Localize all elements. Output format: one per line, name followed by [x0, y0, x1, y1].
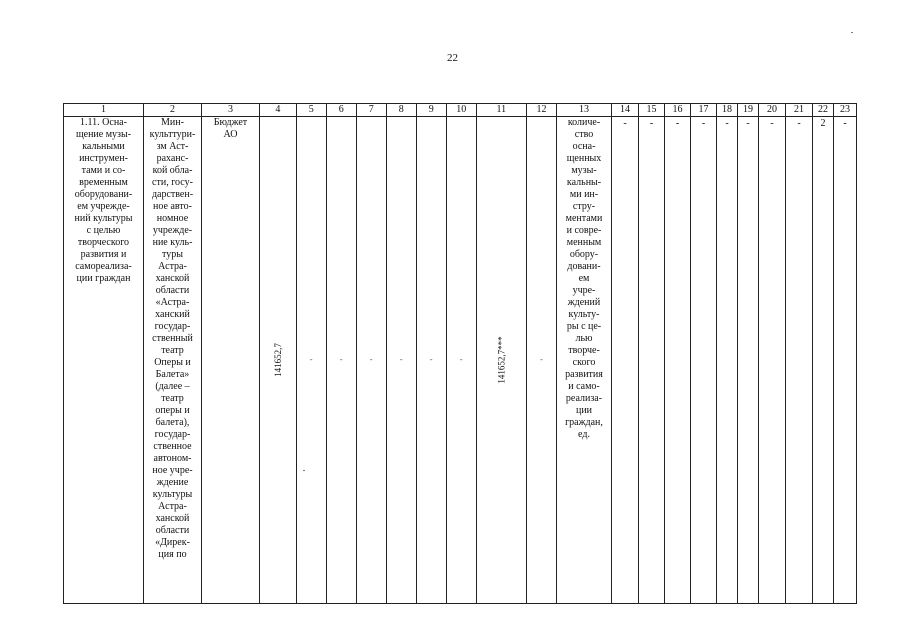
header-cell: 22 [813, 104, 834, 117]
cell-value: - [725, 118, 729, 129]
value-cell [356, 117, 386, 604]
header-cell: 11 [476, 104, 526, 117]
cell-value: - [429, 355, 433, 364]
executor-cell [144, 117, 202, 604]
value-cell [416, 117, 446, 604]
cell-value: - [623, 118, 627, 129]
header-cell: 18 [717, 104, 738, 117]
header-cell: 21 [786, 104, 813, 117]
value-cell [446, 117, 476, 604]
header-cell: 17 [691, 104, 717, 117]
header-cell: 8 [386, 104, 416, 117]
activity-table [63, 103, 857, 604]
cell-value: - [399, 355, 403, 364]
header-cell: 20 [759, 104, 786, 117]
funding-source-cell [202, 117, 260, 604]
activity-name: 1.11. Осна- щение музы- кальными инструмен- тами и со- временным оборудовани- ем учрежде- ний культуры с целью творческого развития и самореализа- ции граждан [74, 117, 133, 284]
value-cell [691, 117, 717, 604]
value-cell [665, 117, 691, 604]
header-cell: 13 [557, 104, 612, 117]
cell-value: 2 [820, 118, 826, 129]
header-cell: 10 [446, 104, 476, 117]
value-cell [813, 117, 834, 604]
cell-value: - [459, 355, 463, 364]
header-cell: 4 [260, 104, 297, 117]
header-cell: 19 [738, 104, 759, 117]
cell-value: - [843, 118, 847, 129]
activity-name-cell [64, 117, 144, 604]
value-cell [834, 117, 857, 604]
cell-value: - [339, 355, 343, 364]
header-cell: 5 [296, 104, 326, 117]
header-cell: 3 [202, 104, 260, 117]
header-cell: 23 [834, 104, 857, 117]
value-cell [786, 117, 813, 604]
total-amount-cell [260, 117, 297, 604]
indicator-cell [557, 117, 612, 604]
value-cell [639, 117, 665, 604]
table-row [64, 117, 857, 604]
header-cell: 15 [639, 104, 665, 117]
cell-value: - [649, 118, 654, 129]
header-cell: 7 [356, 104, 386, 117]
year-amount: 141652,7*** [496, 335, 507, 384]
total-amount: 141652,7 [272, 342, 283, 377]
header-cell: 2 [144, 104, 202, 117]
cell-value: - [770, 118, 774, 129]
header-cell: 6 [326, 104, 356, 117]
header-cell: 12 [527, 104, 557, 117]
value-cell [386, 117, 416, 604]
indicator-text: количе- ство осна- щенных музы- кальны- ми ин- стру- ментами и совре- менным обору- довани- ем учре- ждений культу- ры с це- лью творче- ского развития и само- реализа- ции граждан, ед. [565, 117, 603, 440]
executor-text: Мин- культтури- зм Аст- раханс- кой обла- сти, госу- дарствен- ное авто- номное учрежде- ние куль- туры Астра- ханской области «Астра- ханский государ- ственный театр Оперы и Балета» (далее – театр оперы и балета), государ- ственное автоном- ное учре- ждение культуры Астра- ханской области «Дирек- ция по [149, 117, 196, 560]
header-row [64, 104, 857, 117]
cell-value: - [369, 355, 373, 364]
cell-value: - [540, 355, 543, 364]
funding-source: Бюджет АО [213, 117, 248, 140]
cell-value: - [675, 118, 680, 129]
header-cell: 1 [64, 104, 144, 117]
cell-value: - [701, 118, 706, 129]
value-cell [717, 117, 738, 604]
value-cell [527, 117, 557, 604]
value-cell [326, 117, 356, 604]
header-cell: 16 [665, 104, 691, 117]
cell-value: - [746, 118, 750, 129]
scan-speck [303, 470, 305, 471]
page-number: 22 [447, 52, 458, 64]
header-cell: 14 [612, 104, 639, 117]
value-cell [759, 117, 786, 604]
value-cell [296, 117, 326, 604]
cell-value: - [797, 118, 801, 129]
year-amount-cell [476, 117, 526, 604]
header-cell: 9 [416, 104, 446, 117]
scan-speck [851, 32, 853, 33]
value-cell [738, 117, 759, 604]
cell-value: - [309, 355, 313, 364]
value-cell [612, 117, 639, 604]
